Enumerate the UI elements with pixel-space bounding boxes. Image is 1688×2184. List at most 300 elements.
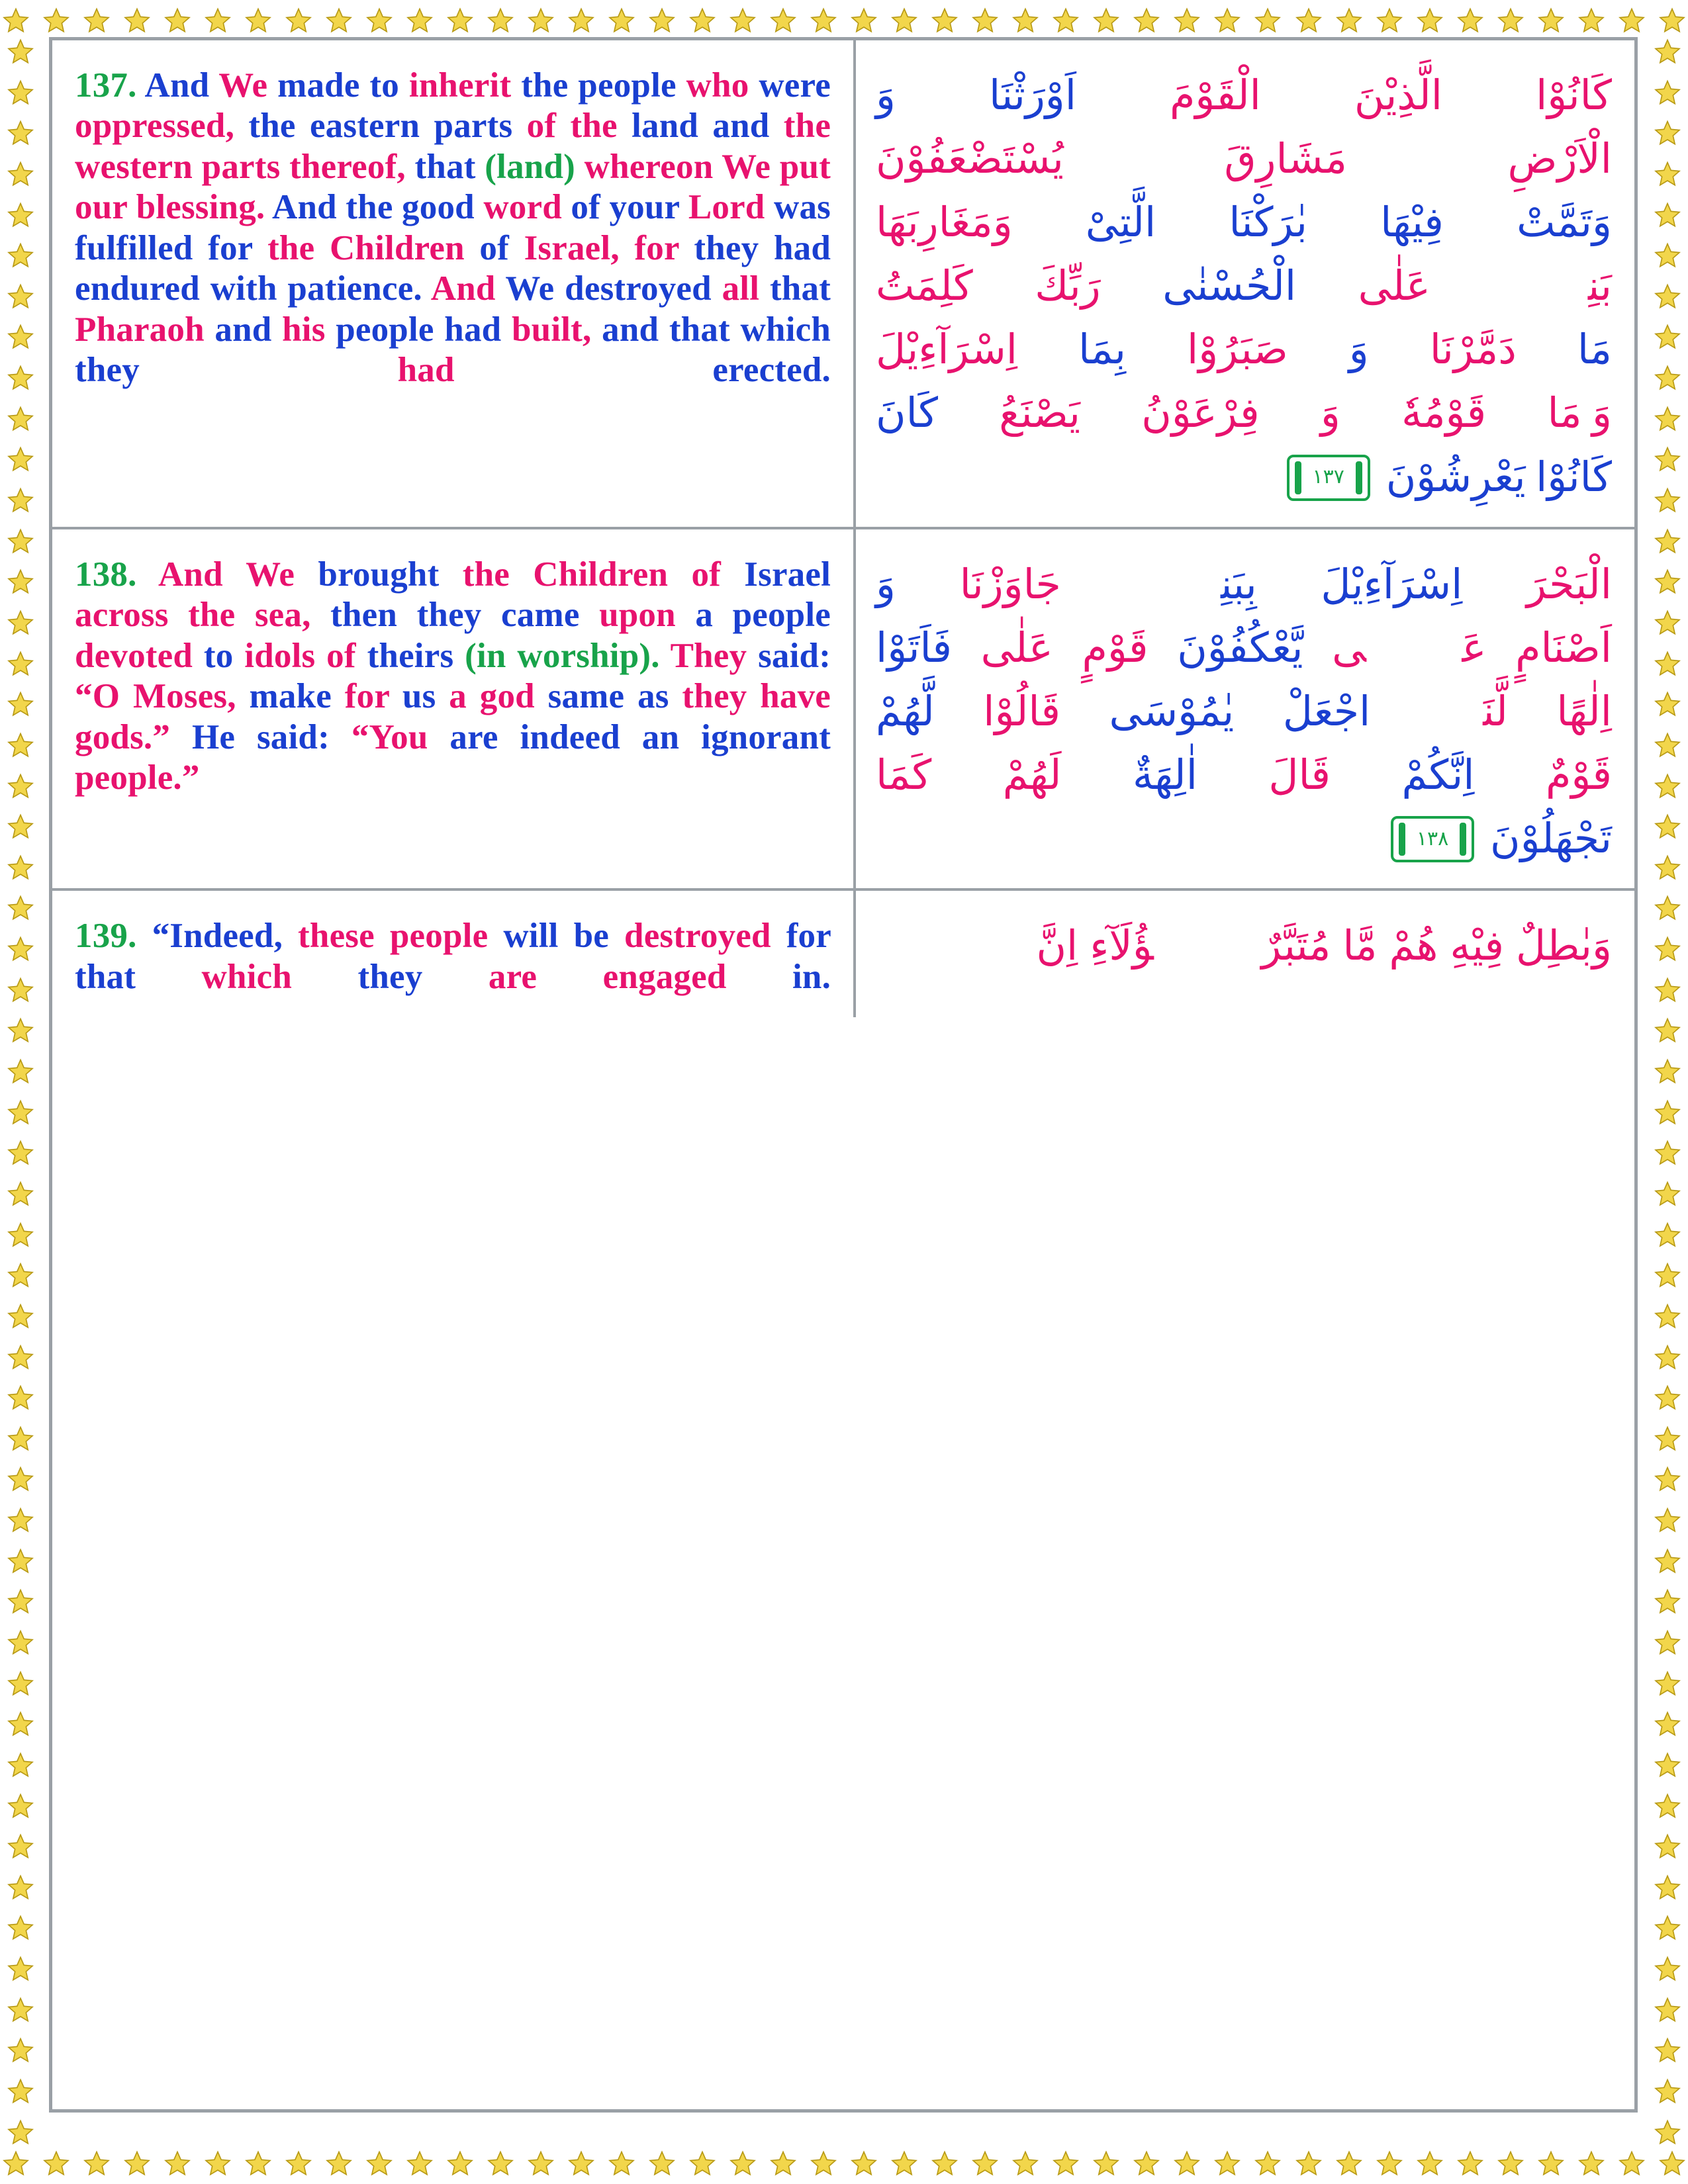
arabic-verse-cell [856, 40, 1634, 527]
star-icon [245, 2150, 271, 2177]
star-icon [1654, 242, 1681, 269]
english-word: which [740, 310, 831, 349]
verse-number: 137. [75, 66, 137, 105]
star-icon [568, 2150, 594, 2177]
arabic-verse-cell [856, 529, 1634, 888]
arabic-word: فَاَتَوْا [876, 625, 953, 671]
english-word: the [462, 555, 510, 594]
star-row-bottom [0, 2144, 1688, 2183]
star-icon [931, 7, 958, 34]
star-icon [851, 2150, 877, 2177]
star-icon [7, 936, 34, 962]
english-word: and [712, 107, 770, 146]
star-icon [1133, 7, 1160, 34]
star-icon [7, 1793, 34, 1819]
star-icon [1654, 1303, 1681, 1330]
star-icon [568, 7, 594, 34]
english-word: be [573, 917, 610, 956]
star-icon [43, 2150, 70, 2177]
english-word: the [248, 107, 296, 146]
star-icon [1376, 2150, 1403, 2177]
star-icon [608, 7, 635, 34]
star-icon [1654, 2078, 1681, 2105]
arabic-word: دَمَّرْنَا [1429, 328, 1517, 373]
star-icon [1654, 1956, 1681, 1982]
arabic-word: مُتَبَّرٌ [1261, 924, 1331, 970]
star-icon [1654, 813, 1681, 840]
star-icon [1012, 7, 1039, 34]
star-icon [7, 528, 34, 555]
star-icon [1012, 2150, 1039, 2177]
english-word: which [201, 957, 293, 996]
english-word: endured [75, 269, 200, 308]
arabic-word: قَالُوْا [983, 689, 1060, 735]
star-icon [7, 202, 34, 228]
star-icon [447, 2150, 473, 2177]
star-icon [7, 2119, 34, 2146]
star-row-top [0, 1, 1688, 40]
star-icon [1254, 2150, 1281, 2177]
arabic-word: قَالَ [1268, 752, 1331, 798]
star-icon [972, 2150, 998, 2177]
star-icon [770, 7, 796, 34]
english-word: people.” [75, 758, 200, 797]
star-icon [1618, 7, 1645, 34]
arabic-line [876, 680, 1612, 744]
english-word: And [158, 555, 223, 594]
star-icon [1133, 2150, 1160, 2177]
english-word: a [449, 677, 467, 716]
arabic-word: وَ [1320, 391, 1340, 437]
english-word: of [479, 228, 509, 267]
english-word: a [695, 596, 714, 635]
english-word: inherit [408, 66, 512, 105]
english-word: they [416, 596, 482, 635]
english-word: gods.” [75, 717, 171, 756]
star-icon [124, 2150, 150, 2177]
arabic-word: الْحُسْنٰى [1162, 264, 1297, 310]
star-icon [1457, 7, 1483, 34]
english-word: to [369, 66, 399, 105]
english-word: they [682, 677, 747, 716]
english-word: land [632, 107, 699, 146]
star-icon [1497, 7, 1524, 34]
star-icon [7, 487, 34, 514]
star-icon [1654, 1507, 1681, 1533]
arabic-line [876, 744, 1612, 807]
star-icon [1214, 7, 1241, 34]
star-icon [1578, 7, 1605, 34]
english-word: Children [533, 555, 669, 594]
star-icon [7, 895, 34, 921]
star-icon [1654, 1222, 1681, 1248]
english-word: that [75, 957, 136, 996]
arabic-word: الْقَوْمَ [1169, 73, 1261, 118]
english-word: Israel, [524, 228, 620, 267]
star-icon [7, 813, 34, 840]
star-icon [1654, 1670, 1681, 1697]
star-icon [7, 1752, 34, 1778]
arabic-word: بِبَنِیْۤ [1125, 562, 1257, 608]
arabic-word: اِنَّ [1036, 924, 1078, 970]
star-icon [1654, 732, 1681, 758]
english-word: our [75, 188, 128, 227]
star-icon [7, 569, 34, 595]
english-word: they [75, 351, 140, 390]
english-word: idols [244, 636, 316, 675]
star-icon [7, 1099, 34, 1126]
star-icon [1417, 2150, 1443, 2177]
english-word: us [402, 677, 436, 716]
star-icon [1654, 365, 1681, 391]
english-word: have [760, 677, 831, 716]
star-icon [1654, 120, 1681, 146]
arabic-word: اَصْنَامٍ [1515, 625, 1612, 671]
arabic-word: كَانُوْا يَعْرِشُوْنَ [1385, 455, 1612, 500]
star-icon [1654, 79, 1681, 106]
star-icon [1654, 1385, 1681, 1411]
arabic-word: مَّا [1342, 924, 1378, 970]
arabic-word: الْبَحْرَ [1526, 562, 1612, 608]
arabic-word: يَّعْكُفُوْنَ [1177, 625, 1303, 671]
ayah-number: ١٣٨ [1416, 827, 1449, 850]
star-icon [205, 7, 231, 34]
arabic-word: بِمَا [1078, 328, 1127, 373]
star-icon [851, 7, 877, 34]
star-icon [1053, 7, 1079, 34]
star-icon [7, 977, 34, 1003]
arabic-word: لَّهُمْ [876, 689, 935, 735]
english-word: people [336, 310, 434, 349]
verse-number: 139. [75, 917, 137, 956]
english-word: the [783, 107, 831, 146]
english-word: of [691, 555, 721, 594]
english-word: And [144, 66, 210, 105]
english-word: erected. [712, 351, 831, 390]
english-word: We [505, 269, 555, 308]
english-word: that [669, 310, 730, 349]
star-icon [1254, 7, 1281, 34]
star-icon [7, 1058, 34, 1085]
star-icon [1654, 38, 1681, 65]
star-icon [1654, 1874, 1681, 1901]
star-icon [487, 2150, 514, 2177]
star-icon [649, 7, 675, 34]
star-col-left [1, 37, 40, 2147]
star-icon [1654, 1548, 1681, 1574]
star-icon [7, 1140, 34, 1166]
star-icon [528, 2150, 554, 2177]
arabic-word: كَانَ [876, 391, 938, 437]
star-icon [1618, 2150, 1645, 2177]
star-icon [245, 7, 271, 34]
arabic-word: بَنِیْۤ [1492, 264, 1612, 310]
english-word: upon [599, 596, 676, 635]
star-icon [7, 1833, 34, 1860]
english-word: destroyed [565, 269, 712, 308]
star-icon [528, 7, 554, 34]
star-icon [7, 120, 34, 146]
star-icon [7, 242, 34, 269]
star-icon [7, 1303, 34, 1330]
arabic-word: وَ [1348, 328, 1369, 373]
english-word: all [722, 269, 760, 308]
english-word: parts [434, 107, 513, 146]
english-word: will [503, 917, 559, 956]
english-word: for [208, 228, 253, 267]
star-icon [1654, 1711, 1681, 1737]
english-word: the [570, 107, 618, 146]
english-word: had [444, 310, 502, 349]
star-icon [931, 2150, 958, 2177]
verse-list [52, 40, 1634, 1017]
arabic-word: هُمْ [1389, 924, 1438, 970]
star-icon [326, 7, 352, 34]
english-word: same [547, 677, 625, 716]
arabic-line [876, 128, 1612, 191]
star-icon [406, 7, 433, 34]
english-word: And [271, 188, 337, 227]
english-word: blessing. [136, 188, 265, 227]
star-icon [285, 2150, 312, 2177]
star-icon [1659, 7, 1685, 34]
english-word: who [686, 66, 749, 105]
star-icon [83, 7, 110, 34]
english-translation-text [75, 916, 831, 997]
verse-row [52, 529, 1634, 891]
arabic-line [876, 382, 1612, 445]
english-word: destroyed [624, 917, 771, 956]
star-icon [7, 1426, 34, 1452]
english-word: brought [318, 555, 440, 594]
star-icon [689, 2150, 716, 2177]
star-icon [7, 161, 34, 187]
star-icon [7, 854, 34, 881]
star-icon [1654, 202, 1681, 228]
star-icon [1654, 406, 1681, 432]
english-word: Pharaoh [75, 310, 205, 349]
arabic-line [876, 191, 1612, 255]
english-word: built, [511, 310, 592, 349]
english-word: worship). [517, 636, 660, 675]
english-translation-text [75, 555, 831, 799]
arabic-word: وَبٰطِلٌ [1515, 924, 1612, 970]
english-word: for [344, 677, 390, 716]
arabic-word: كَمَا [876, 752, 932, 798]
english-word: of [571, 188, 600, 227]
arabic-word: الْاَرْضِ [1507, 137, 1612, 183]
ayah-end-marker [1391, 816, 1474, 862]
star-icon [83, 2150, 110, 2177]
arabic-word: وَمَغَارِبَهَا [876, 201, 1013, 246]
star-icon [1654, 1466, 1681, 1492]
arabic-word: كَانُوْا [1536, 73, 1612, 118]
arabic-line [876, 807, 1612, 871]
english-word: “You [351, 717, 428, 756]
star-icon [1654, 1017, 1681, 1044]
star-icon [1654, 1262, 1681, 1289]
star-icon [7, 1548, 34, 1574]
star-icon [1336, 2150, 1362, 2177]
english-word: He [191, 717, 236, 756]
star-icon [7, 732, 34, 758]
star-icon [729, 2150, 756, 2177]
star-icon [1457, 2150, 1483, 2177]
english-word: and [602, 310, 659, 349]
arabic-word: فِيْهِ [1450, 924, 1504, 970]
arabic-line [876, 446, 1612, 510]
star-icon [7, 773, 34, 799]
star-icon [1538, 2150, 1564, 2177]
star-icon [366, 2150, 393, 2177]
star-icon [810, 2150, 837, 2177]
star-icon [1093, 2150, 1119, 2177]
star-icon [729, 7, 756, 34]
english-word: to [203, 636, 234, 675]
star-icon [1654, 1997, 1681, 2023]
english-word: had [773, 228, 831, 267]
star-icon [1654, 977, 1681, 1003]
english-word: are [488, 957, 538, 996]
english-word: Moses, [132, 677, 236, 716]
english-word: word [483, 188, 562, 227]
star-icon [608, 2150, 635, 2177]
star-icon [1654, 936, 1681, 962]
star-icon [7, 283, 34, 310]
english-word: in. [792, 957, 831, 996]
star-icon [3, 7, 29, 34]
english-word: parts [201, 147, 281, 186]
star-icon [1295, 7, 1322, 34]
star-icon [1654, 1058, 1681, 1085]
arabic-word: يَصْنَعُ [999, 391, 1080, 437]
arabic-word: الَّتِیْ [1085, 201, 1156, 246]
english-word: then [330, 596, 398, 635]
english-word: “O [75, 677, 120, 716]
star-icon [164, 2150, 191, 2177]
star-icon [7, 1466, 34, 1492]
arabic-word: قَوْمٌ [1545, 752, 1612, 798]
star-icon [1497, 2150, 1524, 2177]
arabic-word: فِيْهَا [1380, 201, 1444, 246]
star-icon [43, 7, 70, 34]
star-icon [7, 365, 34, 391]
english-word: (land) [485, 147, 575, 186]
star-icon [7, 1017, 34, 1044]
english-word: an [641, 717, 680, 756]
star-icon [810, 7, 837, 34]
arabic-word: اَوْرَثْنَا [988, 73, 1076, 118]
english-word: fulfilled [75, 228, 193, 267]
english-word: came [501, 596, 580, 635]
star-icon [1654, 1629, 1681, 1656]
star-icon [1093, 7, 1119, 34]
arabic-word: عَلٰۤى [1332, 625, 1487, 671]
star-icon [972, 7, 998, 34]
ayah-end-marker [1287, 455, 1370, 501]
star-icon [1538, 7, 1564, 34]
english-word: that [414, 147, 476, 186]
english-word: And [430, 269, 496, 308]
english-word: they [694, 228, 759, 267]
star-icon [7, 1956, 34, 1982]
star-icon [1336, 7, 1362, 34]
star-icon [649, 2150, 675, 2177]
star-icon [1654, 324, 1681, 350]
star-icon [1654, 1833, 1681, 1860]
english-word: Lord [688, 188, 765, 227]
star-icon [1654, 161, 1681, 187]
english-word: We [246, 555, 295, 594]
arabic-word: اٰلِهَةٌ [1132, 752, 1197, 798]
star-icon [1654, 854, 1681, 881]
verse-table [49, 37, 1638, 2113]
star-icon [487, 7, 514, 34]
english-word: the [521, 66, 569, 105]
star-icon [1654, 2119, 1681, 2146]
english-word: had [397, 351, 455, 390]
english-word: whereon [584, 147, 714, 186]
arabic-line [876, 915, 1612, 978]
star-icon [7, 1997, 34, 2023]
star-icon [7, 1711, 34, 1737]
star-icon [1654, 1099, 1681, 1126]
arabic-word: وَ [876, 562, 896, 608]
star-icon [1654, 2037, 1681, 2064]
arabic-word: كَلِمَتُ [876, 264, 973, 310]
star-icon [7, 1344, 34, 1371]
english-word: made [277, 66, 360, 105]
english-word: are [449, 717, 498, 756]
english-word: god [479, 677, 535, 716]
english-word: that [769, 269, 831, 308]
star-icon [1654, 1181, 1681, 1207]
arabic-word: هٰۤؤُلَآءِ [1090, 924, 1250, 970]
star-icon [1174, 2150, 1200, 2177]
english-word: for [786, 917, 831, 956]
english-word: We [722, 147, 771, 186]
english-translation-cell [52, 891, 856, 1017]
star-icon [205, 2150, 231, 2177]
arabic-word: اجْعَلْ [1282, 689, 1371, 735]
star-icon [891, 7, 917, 34]
arabic-word: قَوْمٍ [1082, 625, 1149, 671]
english-word: of [326, 636, 356, 675]
english-word: eastern [309, 107, 420, 146]
english-word: Israel [744, 555, 831, 594]
star-icon [1654, 1752, 1681, 1778]
star-icon [7, 324, 34, 350]
english-word: these [298, 917, 375, 956]
arabic-word: وَ مَا [1547, 391, 1612, 437]
star-col-right [1648, 37, 1687, 2147]
star-icon [1417, 7, 1443, 34]
star-icon [7, 2078, 34, 2105]
english-word: for [634, 228, 679, 267]
star-icon [1654, 1140, 1681, 1166]
english-word: were [759, 66, 831, 105]
arabic-word: لَهُمْ [1002, 752, 1062, 798]
star-icon [7, 1181, 34, 1207]
star-icon [7, 1385, 34, 1411]
star-icon [1654, 1915, 1681, 1941]
english-word: people [732, 596, 831, 635]
english-translation-text [75, 66, 831, 391]
english-word: as [637, 677, 669, 716]
arabic-word: لَّنَاۤ [1419, 689, 1508, 735]
star-icon [1654, 1793, 1681, 1819]
arabic-word: مَا [1577, 328, 1612, 373]
